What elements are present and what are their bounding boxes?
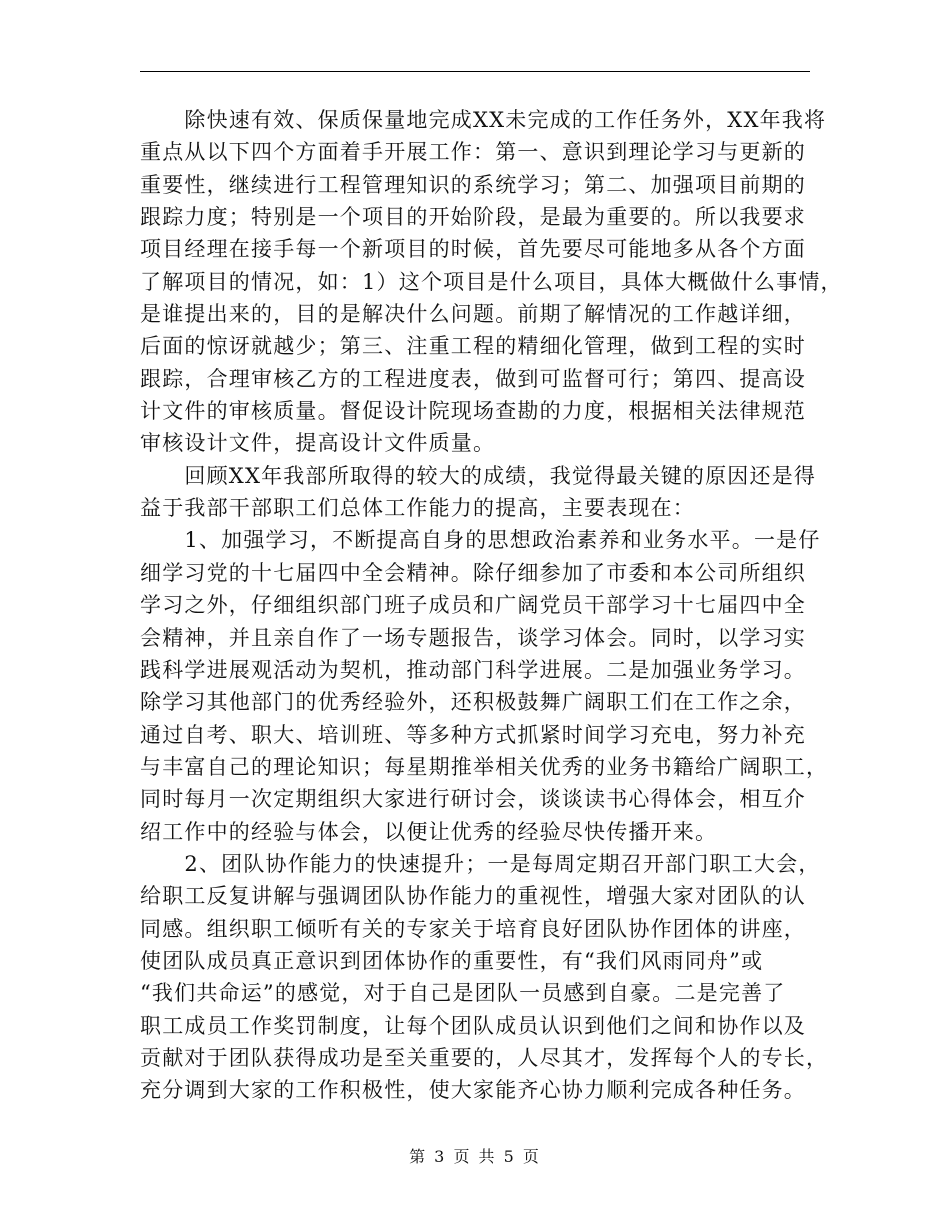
text-line: 细学习党的十七届四中全会精神。除仔细参加了市委和本公司所组织 [140,560,806,585]
text-line: 重要性，继续进行工程管理知识的系统学习；第二、加强项目前期的 [140,172,806,197]
text-line: 计文件的审核质量。督促设计院现场查勘的力度，根据相关法律规范 [140,399,806,424]
text-line: 同感。组织职工倾听有关的专家关于培育良好团队协作团体的讲座， [140,916,806,941]
text-line: 了解项目的情况，如：1）这个项目是什么项目，具体大概做什么事情， [140,269,843,294]
text-line: 与丰富自己的理论知识；每星期推举相关优秀的业务书籍给广阔职工， [140,754,829,779]
text-line: 跟踪，合理审核乙方的工程进度表，做到可监督可行；第四、提高设 [140,366,806,391]
header-rule [140,71,810,72]
text-line: 后面的惊讶就越少；第三、注重工程的精细化管理，做到工程的实时 [140,334,806,359]
text-line: 给职工反复讲解与强调团队协作能力的重视性，增强大家对团队的认 [140,884,806,909]
text-line: 重点从以下四个方面着手开展工作：第一、意识到理论学习与更新的 [140,140,806,165]
text-line: 会精神，并且亲自作了一场专题报告，谈学习体会。同时，以学习实 [140,625,806,650]
text-line: 通过自考、职大、培训班、等多种方式抓紧时间学习充电，努力补充 [140,722,806,747]
text-line: 同时每月一次定期组织大家进行研讨会，谈谈读书心得体会，相互介 [140,787,806,812]
text-line: 除快速有效、保质保量地完成XX未完成的工作任务外，XX年我将 [140,108,827,132]
text-line: 益于我部干部职工们总体工作能力的提高，主要表现在： [140,496,695,521]
page-number: 第 3 页 共 5 页 [409,1147,541,1166]
text-line: 学习之外，仔细组织部门班子成员和广阔党员干部学习十七届四中全 [140,593,806,618]
document-body [140,104,843,1107]
text-line: 是谁提出来的，目的是解决什么问题。前期了解情况的工作越详细， [140,302,806,327]
text-line: 项目经理在接手每一个新项目的时候，首先要尽可能地多从各个方面 [140,237,806,262]
text-line: 践科学进展观活动为契机，推动部门科学进展。二是加强业务学习。 [140,657,806,682]
text-line: 充分调到大家的工作积极性，使大家能齐心协力顺利完成各种任务。 [140,1078,806,1103]
text-line: 绍工作中的经验与体会，以便让优秀的经验尽快传播开来。 [140,819,718,844]
text-line: 使团队成员真正意识到团体协作的重要性，有“我们风雨同舟”或 [140,948,764,973]
text-line: 2、团队协作能力的快速提升；一是每周定期召开部门职工大会， [140,851,821,876]
text-line: 贡献对于团队获得成功是至关重要的，人尽其才，发挥每个人的专长， [140,1045,829,1070]
text-line: 1、加强学习，不断提高自身的思想政治素养和业务水平。一是仔 [140,528,821,553]
text-line: “我们共命运”的感觉，对于自己是团队一员感到自豪。二是完善了 [140,981,786,1006]
text-line: 审核设计文件，提高设计文件质量。 [140,431,496,456]
text-line: 职工成员工作奖罚制度，让每个团队成员认识到他们之间和协作以及 [140,1013,806,1038]
text-line: 除学习其他部门的优秀经验外，还积极鼓舞广阔职工们在工作之余， [140,690,806,715]
text-line: 跟踪力度；特别是一个项目的开始阶段，是最为重要的。所以我要求 [140,205,806,230]
text-line: 回顾XX年我部所取得的较大的成绩，我觉得最关键的原因还是得 [140,463,817,488]
